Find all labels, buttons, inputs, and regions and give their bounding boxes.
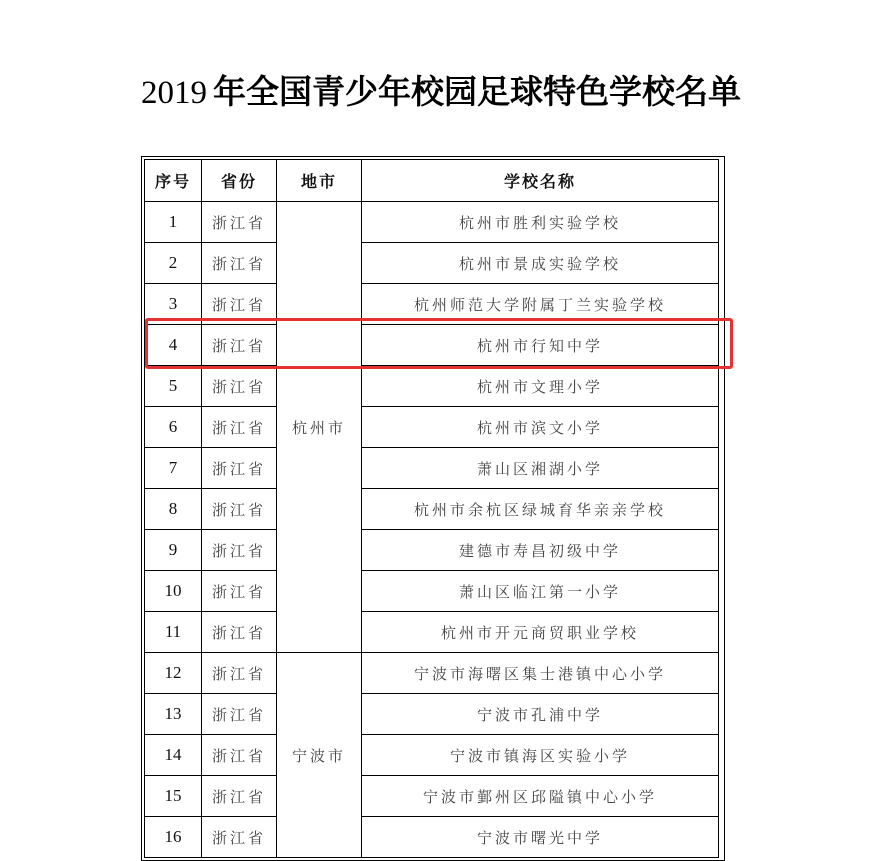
row-number: 13 [145, 694, 202, 735]
table-row [145, 735, 719, 776]
row-school-name: 杭州市开元商贸职业学校 [362, 612, 719, 653]
table-row [145, 243, 719, 284]
row-number: 4 [145, 325, 202, 366]
title-text: 年全国青少年校园足球特色学校名单 [213, 75, 741, 111]
header-province: 省份 [202, 160, 277, 202]
table-row [145, 202, 719, 243]
table-row [145, 653, 719, 694]
table-row [145, 448, 719, 489]
row-province: 浙江省 [202, 776, 277, 817]
table-row [145, 284, 719, 325]
row-school-name: 杭州市余杭区绿城育华亲亲学校 [362, 489, 719, 530]
row-number: 5 [145, 366, 202, 407]
row-province: 浙江省 [202, 735, 277, 776]
row-number: 10 [145, 571, 202, 612]
row-school-name: 杭州市景成实验学校 [362, 243, 719, 284]
row-school-name: 宁波市海曙区集士港镇中心小学 [362, 653, 719, 694]
row-province: 浙江省 [202, 448, 277, 489]
row-number: 14 [145, 735, 202, 776]
row-school-name: 萧山区湘湖小学 [362, 448, 719, 489]
table-header-row [145, 160, 719, 202]
header-no: 序号 [145, 160, 202, 202]
row-number: 15 [145, 776, 202, 817]
row-province: 浙江省 [202, 530, 277, 571]
row-school-name: 宁波市孔浦中学 [362, 694, 719, 735]
row-province: 浙江省 [202, 817, 277, 858]
row-city: 杭州市 [277, 202, 362, 653]
table-row [145, 776, 719, 817]
school-list-table-frame [141, 156, 725, 861]
row-school-name: 宁波市鄞州区邱隘镇中心小学 [362, 776, 719, 817]
row-school-name: 建德市寿昌初级中学 [362, 530, 719, 571]
title-year: 2019 [141, 75, 207, 111]
row-city: 宁波市 [277, 653, 362, 858]
row-province: 浙江省 [202, 366, 277, 407]
row-province: 浙江省 [202, 284, 277, 325]
row-province: 浙江省 [202, 612, 277, 653]
table-row [145, 407, 719, 448]
row-province: 浙江省 [202, 489, 277, 530]
table-row [145, 612, 719, 653]
row-number: 2 [145, 243, 202, 284]
table-row [145, 530, 719, 571]
row-school-name: 宁波市镇海区实验小学 [362, 735, 719, 776]
row-number: 9 [145, 530, 202, 571]
row-school-name: 杭州市文理小学 [362, 366, 719, 407]
row-number: 12 [145, 653, 202, 694]
row-number: 8 [145, 489, 202, 530]
row-school-name: 杭州市滨文小学 [362, 407, 719, 448]
row-school-name: 杭州市胜利实验学校 [362, 202, 719, 243]
school-list-table [144, 159, 719, 858]
table-row [145, 817, 719, 858]
row-number: 1 [145, 202, 202, 243]
row-school-name: 杭州师范大学附属丁兰实验学校 [362, 284, 719, 325]
row-province: 浙江省 [202, 202, 277, 243]
table-row [145, 366, 719, 407]
header-city: 地市 [277, 160, 362, 202]
row-number: 11 [145, 612, 202, 653]
row-province: 浙江省 [202, 243, 277, 284]
row-number: 16 [145, 817, 202, 858]
row-province: 浙江省 [202, 694, 277, 735]
row-province: 浙江省 [202, 407, 277, 448]
row-province: 浙江省 [202, 653, 277, 694]
row-school-name: 杭州市行知中学 [362, 325, 719, 366]
row-province: 浙江省 [202, 325, 277, 366]
table-row [145, 489, 719, 530]
row-province: 浙江省 [202, 571, 277, 612]
row-school-name: 萧山区临江第一小学 [362, 571, 719, 612]
document-title [0, 66, 882, 113]
row-number: 3 [145, 284, 202, 325]
table-row [145, 571, 719, 612]
row-school-name: 宁波市曙光中学 [362, 817, 719, 858]
row-number: 6 [145, 407, 202, 448]
table-row [145, 325, 719, 366]
row-number: 7 [145, 448, 202, 489]
table-row [145, 694, 719, 735]
header-school: 学校名称 [362, 160, 719, 202]
